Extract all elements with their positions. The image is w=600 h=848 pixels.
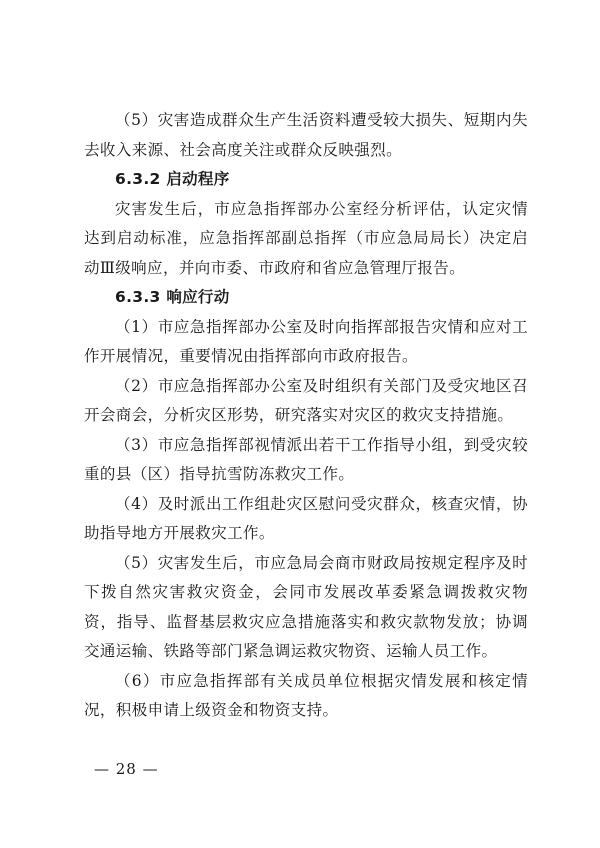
paragraph-action-1: （1）市应急指挥部办公室及时向指挥部报告灾情和应对工作开展情况，重要情况由指挥部向市政府报告。: [84, 317, 528, 365]
paragraph-condition-5: （5）灾害造成群众生产生活资料遭受较大损失、短期内失去收入来源、社会高度关注或群众反映强烈。: [84, 111, 528, 159]
section-heading-6-3-3: 6.3.3 响应行动: [115, 288, 230, 306]
document-body: [84, 106, 528, 726]
paragraph-action-2: （2）市应急指挥部办公室及时组织有关部门及受灾地区召开会商会，分析灾区形势，研究落实对灾区的救灾支持措施。: [84, 376, 528, 424]
paragraph-action-6: （6）市应急指挥部有关成员单位根据灾情发展和核定情况，积极申请上级资金和物资支持。: [84, 671, 528, 719]
paragraph-action-5: （5）灾害发生后，市应急局会商市财政局按规定程序及时下拨自然灾害救灾资金，会同市发展改革委紧急调拨救灾物资，指导、监督基层救灾应急措施落实和救灾款物发放；协调交通运输、铁路等部门紧急调运救灾物资、运输人员工作。: [84, 553, 528, 660]
section-heading-6-3-2: 6.3.2 启动程序: [115, 170, 230, 188]
paragraph-action-3: （3）市应急指挥部视情派出若干工作指导小组，到受灾较重的县（区）指导抗雪防冻救灾工作。: [84, 435, 528, 483]
paragraph-startup-procedure: 灾害发生后，市应急指挥部办公室经分析评估，认定灾情达到启动标准，应急指挥部副总指挥（市应急局局长）决定启动Ⅲ级响应，并向市委、市政府和省应急管理厅报告。: [84, 199, 528, 277]
paragraph-action-4: （4）及时派出工作组赴灾区慰问受灾群众，核查灾情，协助指导地方开展救灾工作。: [84, 494, 528, 542]
page-number: — 28 —: [94, 760, 159, 778]
